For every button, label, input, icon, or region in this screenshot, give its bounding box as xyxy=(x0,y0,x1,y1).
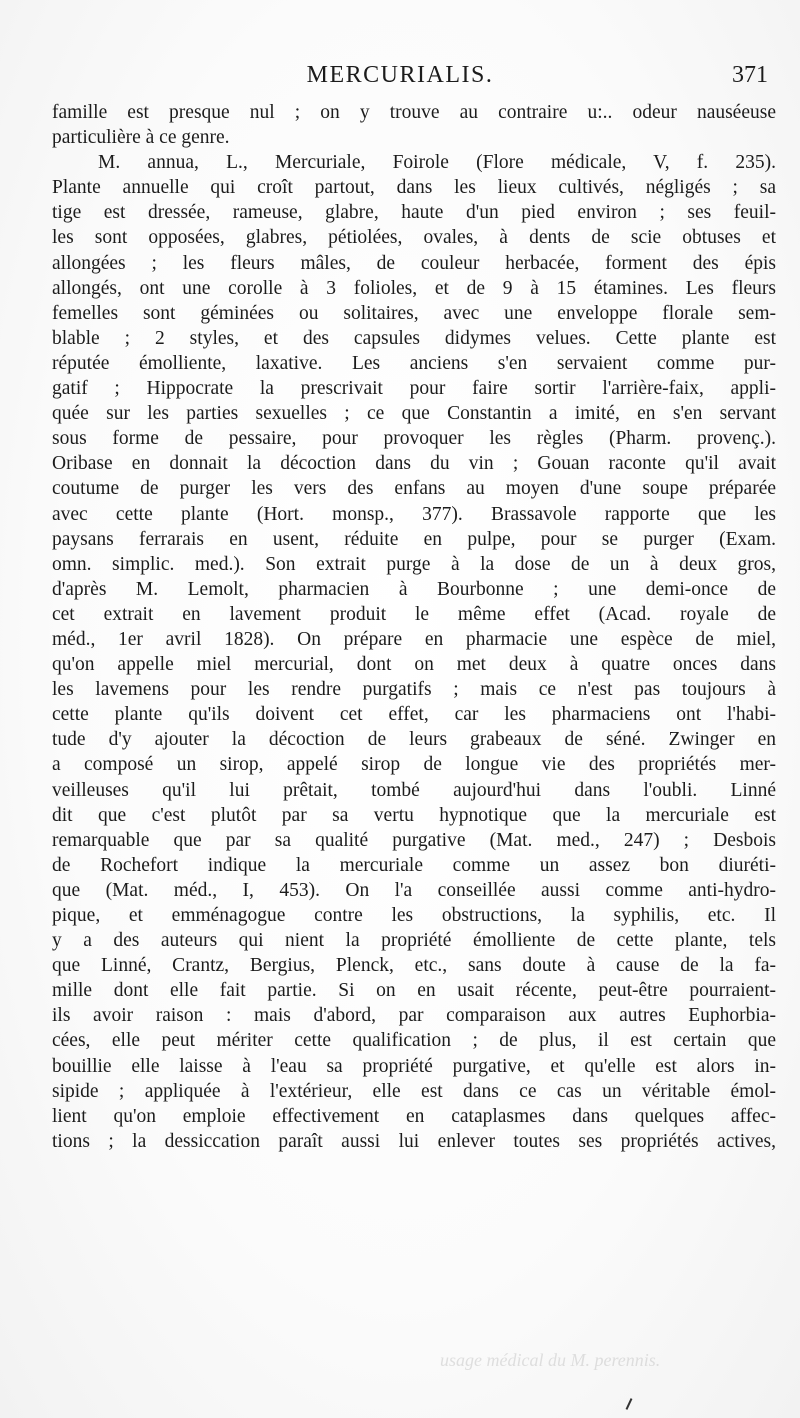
text-line: particulière à ce genre. xyxy=(52,127,230,149)
text-line: tude d'y ajouter la décoction de leurs grabeaux de séné. Zwinger en xyxy=(52,729,776,751)
text-line: les lavemens pour les rendre purgatifs ; mais ce n'est pas toujours à xyxy=(52,679,776,701)
text-line: M. annua, L., Mercuriale, Foirole (Flore médicale, V, f. 235). xyxy=(98,152,776,174)
text-line: famille est presque nul ; on y trouve au contraire u:.. odeur nauséeuse xyxy=(52,102,776,123)
page-number: 371 xyxy=(732,62,768,88)
text-line: Oribase en donnait la décoction dans du vin ; Gouan raconte qu'il avait xyxy=(52,453,776,475)
text-line: avec cette plante (Hort. monsp., 377). Brassavole rapporte que les xyxy=(52,503,776,525)
text-line: femelles sont géminées ou solitaires, avec une enveloppe florale sem- xyxy=(52,302,776,324)
text-line: pique, et emménagogue contre les obstructions, la syphilis, etc. Il xyxy=(52,905,776,926)
text-line: qu'on appelle miel mercurial, dont on met deux à quatre onces dans xyxy=(52,654,776,676)
text-line: cette plante qu'ils doivent cet effet, car les pharmaciens ont l'habi- xyxy=(52,704,776,726)
text-line: omn. simplic. med.). Son extrait purge à la dose de un à deux gros, xyxy=(52,553,776,575)
text-line: cées, elle peut mériter cette qualification ; de plus, il est certain que xyxy=(52,1030,776,1052)
text-line: Plante annuelle qui croît partout, dans les lieux cultivés, négligés ; sa xyxy=(52,177,776,199)
text-line: quée sur les parties sexuelles ; ce que Constantin a imité, en s'en servant xyxy=(52,403,776,425)
text-line: allongées ; les fleurs mâles, de couleur herbacée, forment des épis xyxy=(52,252,776,274)
text-line: blable ; 2 styles, et des capsules didymes velues. Cette plante est xyxy=(52,327,776,349)
text-line: ils avoir raison : mais d'abord, par comparaison aux autres Euphorbia- xyxy=(52,1005,776,1027)
text-line: de Rochefort indique la mercuriale comme un assez bon diuréti- xyxy=(52,854,776,876)
text-line: que Linné, Crantz, Bergius, Plenck, etc., sans doute à cause de la fa- xyxy=(52,955,776,977)
text-line: remarquable que par sa qualité purgative (Mat. med., 247) ; Desbois xyxy=(52,829,776,851)
text-line: d'après M. Lemolt, pharmacien à Bourbonne ; une demi-once de xyxy=(52,578,776,600)
text-line: que (Mat. méd., I, 453). On l'a conseillée aussi comme anti-hydro- xyxy=(52,879,776,901)
text-line: dit que c'est plutôt par sa vertu hypnotique que la mercuriale est xyxy=(52,804,776,826)
text-line: gatif ; Hippocrate la prescrivait pour faire sortir l'arrière-faix, appli- xyxy=(52,378,776,400)
text-line: les sont opposées, glabres, pétiolées, ovales, à dents de scie obtuses et xyxy=(52,227,776,249)
text-line: y a des auteurs qui nient la propriété émolliente de cette plante, tels xyxy=(52,930,776,952)
text-line: bouillie elle laisse à l'eau sa propriété purgative, et qu'elle est alors in- xyxy=(52,1055,776,1077)
text-line: veilleuses qu'il lui prêtait, tombé aujourd'hui dans l'oubli. Linné xyxy=(52,779,776,801)
text-line: cet extrait en lavement produit le même effet (Acad. royale de xyxy=(52,603,776,625)
text-line: sipide ; appliquée à l'extérieur, elle est dans ce cas un véritable émol- xyxy=(52,1080,776,1102)
page-header xyxy=(0,62,800,98)
text-line: paysans ferrarais en usent, réduite en pulpe, pour se purger (Exam. xyxy=(52,528,776,550)
ink-mark xyxy=(626,1398,633,1410)
text-line: allongés, ont une corolle à 3 folioles, et de 9 à 15 étamines. Les fleurs xyxy=(52,277,776,299)
text-line: sous forme de pessaire, pour provoquer les règles (Pharm. provenç.). xyxy=(52,428,776,450)
body-text xyxy=(52,100,776,1154)
text-line: tions ; la dessiccation paraît aussi lui enlever toutes ses propriétés actives, xyxy=(52,1130,776,1152)
text-line: réputée émolliente, laxative. Les anciens s'en servaient comme pur- xyxy=(52,352,776,374)
running-head: MERCURIALIS. xyxy=(306,62,494,88)
text-line: tige est dressée, rameuse, glabre, haute d'un pied environ ; ses feuil- xyxy=(52,202,776,224)
text-line: mille dont elle fait partie. Si on en usait récente, peut-être pourraient- xyxy=(52,980,776,1002)
text-line: lient qu'on emploie effectivement en cataplasmes dans quelques affec- xyxy=(52,1105,776,1127)
text-line: a composé un sirop, appelé sirop de longue vie des propriétés mer- xyxy=(52,754,776,776)
text-line: méd., 1er avril 1828). On prépare en pharmacie une espèce de miel, xyxy=(52,628,776,650)
bleed-through-text: usage médical du M. perennis. xyxy=(440,1350,661,1370)
text-line: coutume de purger les vers des enfans au moyen d'une soupe préparée xyxy=(52,478,776,500)
